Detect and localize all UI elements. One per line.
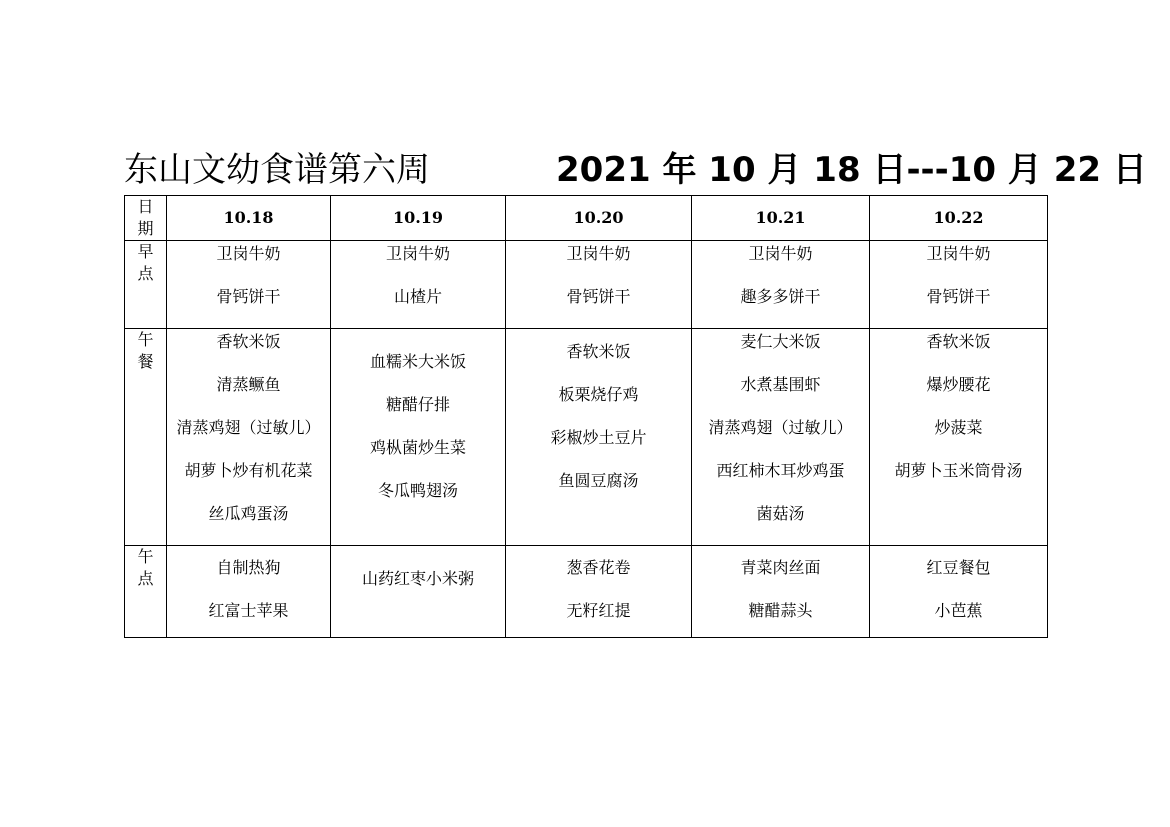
menu-title: 东山文幼食谱第六周 bbox=[124, 150, 430, 190]
date-range: 2021 年 10 月 18 日---10 月 22 日 bbox=[556, 150, 1147, 190]
dish-item: 糖醋蒜头 bbox=[748, 601, 813, 620]
dish-item: 水煮基围虾 bbox=[740, 375, 821, 394]
dish-item: 鸡枞菌炒生菜 bbox=[369, 438, 466, 457]
header-row bbox=[125, 196, 1048, 241]
dish-item: 小芭蕉 bbox=[934, 601, 983, 620]
breakfast-label-cell bbox=[125, 241, 167, 329]
dish-item: 卫岗牛奶 bbox=[566, 244, 631, 263]
menu-cell bbox=[692, 546, 870, 638]
date-cell: 10.18 bbox=[167, 196, 331, 241]
menu-cell bbox=[167, 546, 331, 638]
lunch-label: 午餐 bbox=[137, 330, 154, 371]
dish-item: 冬瓜鸭翅汤 bbox=[377, 481, 458, 500]
menu-cell bbox=[506, 329, 692, 546]
snack-row bbox=[125, 546, 1048, 638]
dish-item: 血糯米大米饭 bbox=[369, 352, 466, 371]
menu-cell bbox=[692, 241, 870, 329]
dish-item: 山楂片 bbox=[393, 287, 442, 306]
date-cell: 10.19 bbox=[331, 196, 506, 241]
dish-item: 炒菠菜 bbox=[934, 418, 983, 437]
dish-item: 骨钙饼干 bbox=[566, 287, 631, 306]
date-header-label: 日期 bbox=[137, 197, 154, 238]
breakfast-label: 早点 bbox=[137, 242, 154, 283]
dish-item: 丝瓜鸡蛋汤 bbox=[208, 504, 289, 523]
snack-label: 午点 bbox=[137, 547, 154, 588]
dish-item: 卫岗牛奶 bbox=[926, 244, 991, 263]
dish-item: 清蒸鳜鱼 bbox=[216, 375, 281, 394]
date-cell: 10.21 bbox=[692, 196, 870, 241]
dish-item: 西红柿木耳炒鸡蛋 bbox=[716, 461, 845, 480]
dish-item: 自制热狗 bbox=[216, 558, 281, 577]
dish-item: 香软米饭 bbox=[566, 342, 631, 361]
dish-item: 胡萝卜炒有机花菜 bbox=[184, 461, 313, 480]
lunch-row bbox=[125, 329, 1048, 546]
dish-item: 卫岗牛奶 bbox=[385, 244, 450, 263]
dish-item: 卫岗牛奶 bbox=[216, 244, 281, 263]
dish-item: 青菜肉丝面 bbox=[740, 558, 821, 577]
dish-item: 彩椒炒土豆片 bbox=[550, 428, 647, 447]
dish-item: 香软米饭 bbox=[926, 332, 991, 351]
dish-item: 菌菇汤 bbox=[756, 504, 805, 523]
dish-item: 鱼圆豆腐汤 bbox=[558, 471, 639, 490]
dish-item: 葱香花卷 bbox=[566, 558, 631, 577]
title-row bbox=[124, 138, 1147, 190]
dish-item: 骨钙饼干 bbox=[216, 287, 281, 306]
dish-item: 清蒸鸡翅（过敏儿） bbox=[176, 418, 321, 437]
menu-cell bbox=[331, 329, 506, 546]
date-cell: 10.22 bbox=[870, 196, 1048, 241]
dish-item: 红豆餐包 bbox=[926, 558, 991, 577]
dish-item: 爆炒腰花 bbox=[926, 375, 991, 394]
dish-item: 骨钙饼干 bbox=[926, 287, 991, 306]
menu-cell bbox=[331, 241, 506, 329]
dish-item: 清蒸鸡翅（过敏儿） bbox=[708, 418, 853, 437]
menu-cell bbox=[167, 329, 331, 546]
dish-item: 麦仁大米饭 bbox=[740, 332, 821, 351]
date-cell: 10.20 bbox=[506, 196, 692, 241]
menu-cell bbox=[692, 329, 870, 546]
menu-cell bbox=[870, 329, 1048, 546]
dish-item: 胡萝卜玉米筒骨汤 bbox=[894, 461, 1023, 480]
dish-item: 板栗烧仔鸡 bbox=[558, 385, 639, 404]
lunch-label-cell bbox=[125, 329, 167, 546]
menu-cell bbox=[167, 241, 331, 329]
dish-item: 香软米饭 bbox=[216, 332, 281, 351]
menu-cell bbox=[870, 241, 1048, 329]
dish-item: 红富士苹果 bbox=[208, 601, 289, 620]
menu-cell bbox=[331, 546, 506, 638]
snack-label-cell bbox=[125, 546, 167, 638]
menu-table bbox=[124, 195, 1048, 638]
dish-item: 趣多多饼干 bbox=[740, 287, 821, 306]
menu-cell bbox=[506, 241, 692, 329]
dish-item: 山药红枣小米粥 bbox=[361, 569, 474, 588]
breakfast-row bbox=[125, 241, 1048, 329]
dish-item: 糖醋仔排 bbox=[385, 395, 450, 414]
dish-item: 无籽红提 bbox=[566, 601, 631, 620]
menu-cell bbox=[506, 546, 692, 638]
date-header-cell bbox=[125, 196, 167, 241]
menu-cell bbox=[870, 546, 1048, 638]
dish-item: 卫岗牛奶 bbox=[748, 244, 813, 263]
